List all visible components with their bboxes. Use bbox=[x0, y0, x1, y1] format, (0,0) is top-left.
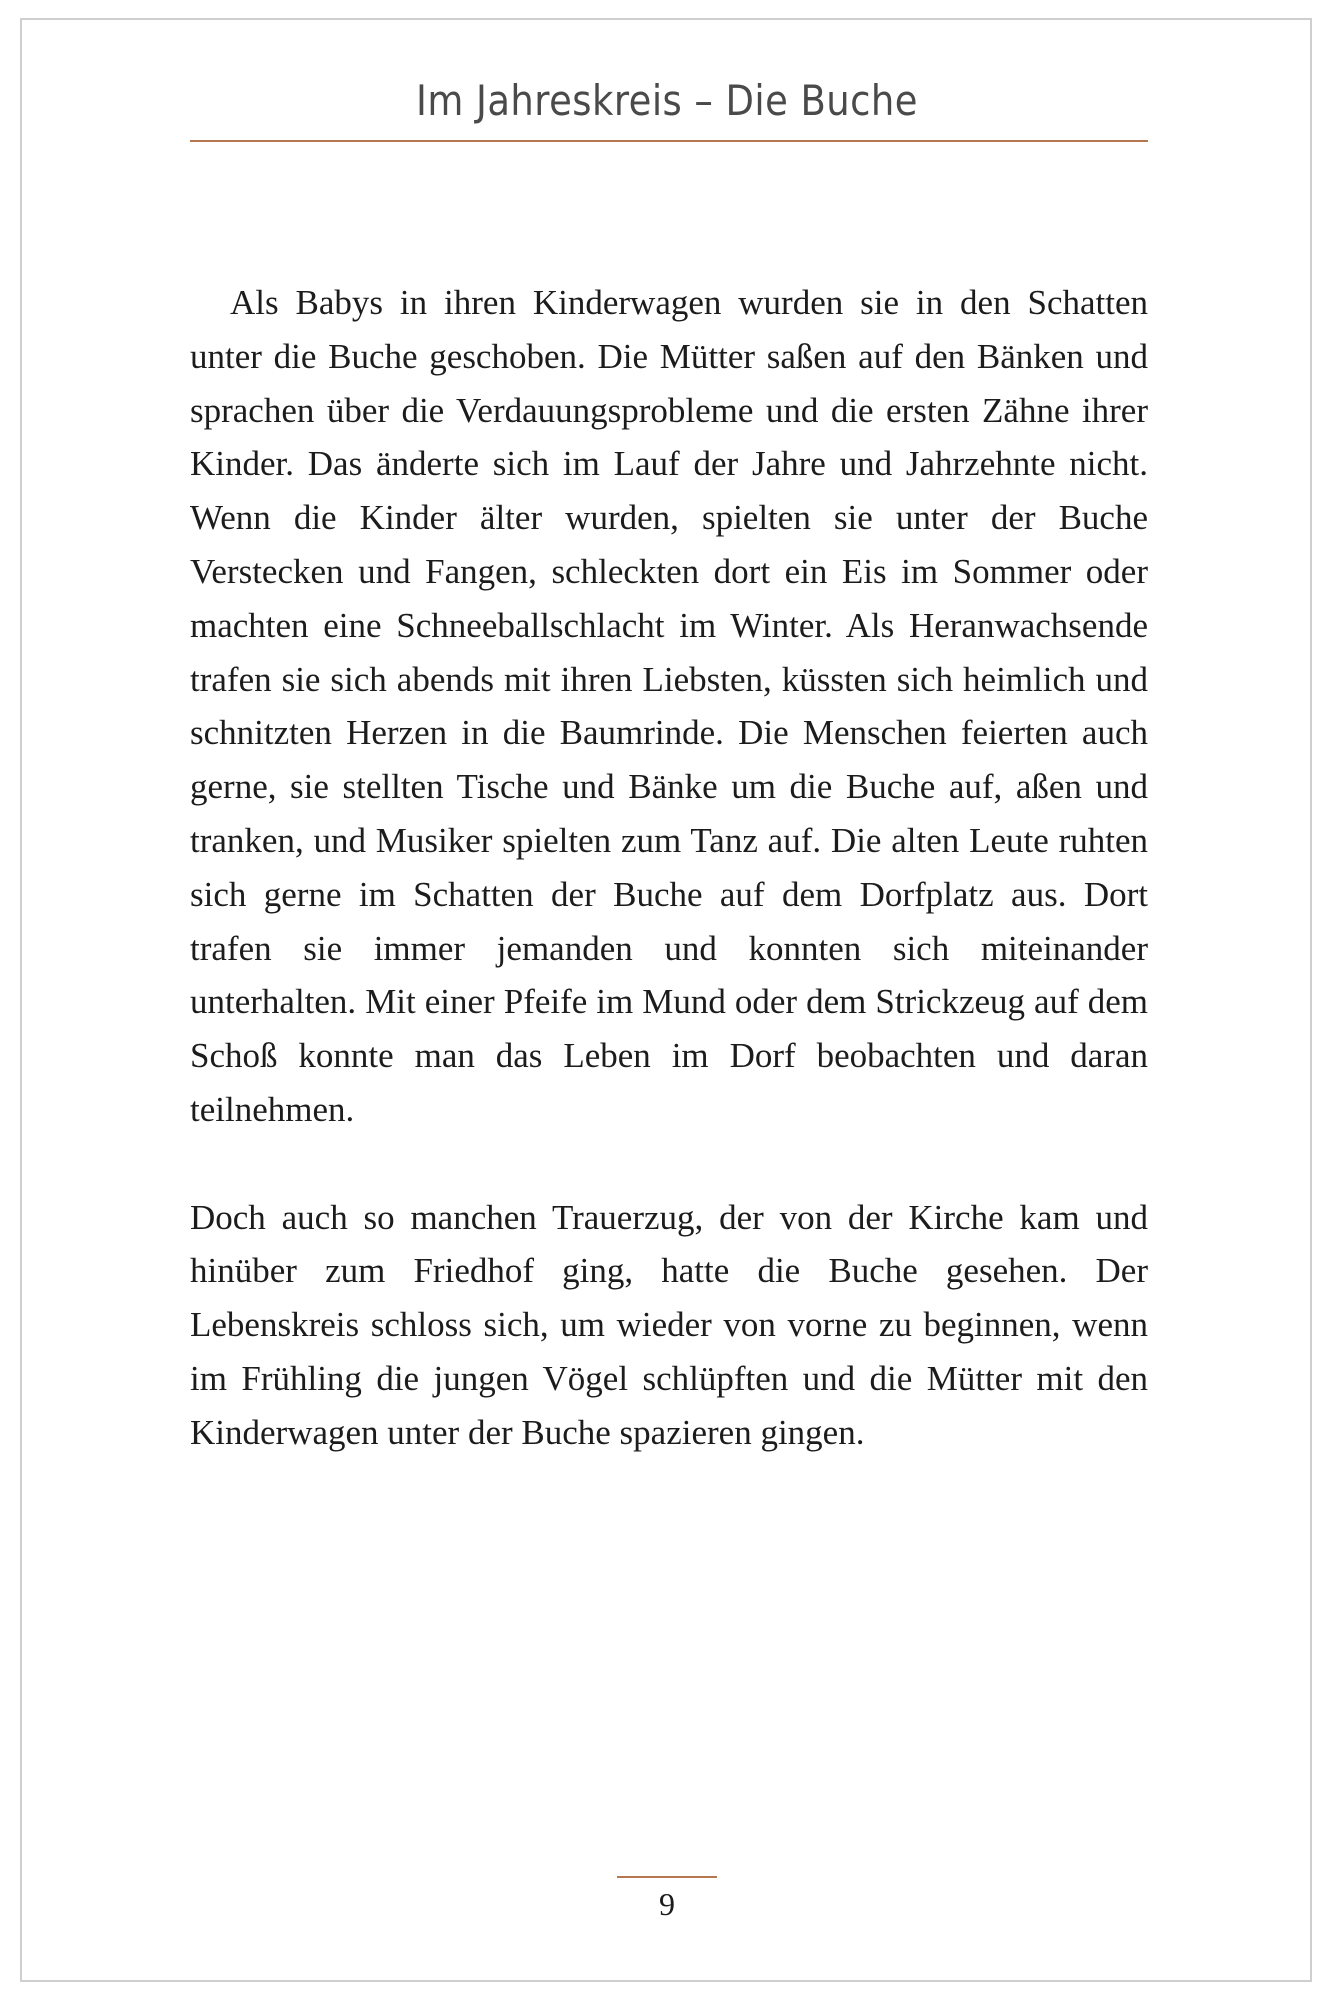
paragraph-2: Doch auch so manchen Trauerzug, der von der Kirche kam und hinüber zum Friedhof ging, hatte die Buche gesehen. Der Lebenskreis schloss sich, um wieder von vorne zu beginnen, wenn im Frühling die jungen Vögel schlüpften und die Mütter mit den Kinderwagen unter der Buche spazieren gingen. bbox=[190, 1197, 1148, 1452]
footer-divider bbox=[617, 1876, 717, 1878]
page-number: 9 bbox=[659, 1886, 675, 1922]
header-divider bbox=[190, 140, 1148, 142]
running-header-title: Im Jahreskreis – Die Buche bbox=[416, 76, 918, 125]
page-body bbox=[190, 276, 1148, 1460]
paragraph-1: Als Babys in ihren Kinderwagen wurden sie in den Schatten unter die Buche geschoben. Die Mütter saßen auf den Bänken und sprachen über die Verdauungsprobleme und die ersten Zähne ihrer Kinder. Das änderte sich im Lauf der Jahre und Jahrzehnte nicht. Wenn die Kinder älter wurden, spielten sie unter der Buche Verstecken und Fangen, schleckten dort ein Eis im Sommer oder machten eine Schneeballschlacht im Winter. Als Heranwachsende trafen sie sich abends mit ihren Liebsten, küssten sich heimlich und schnitzten Herzen in die Baumrinde. Die Menschen feierten auch gerne, sie stellten Tische und Bänke um die Buche auf, aßen und tranken, und Musiker spielten zum Tanz auf. Die alten Leute ruhten sich gerne im Schatten der Buche auf dem Dorfplatz aus. Dort trafen sie immer jemanden und konnten sich miteinander unterhalten. Mit einer Pfeife im Mund oder dem Strickzeug auf dem Schoß konnte man das Leben im Dorf beobachten und daran teilnehmen. bbox=[190, 283, 1148, 1129]
